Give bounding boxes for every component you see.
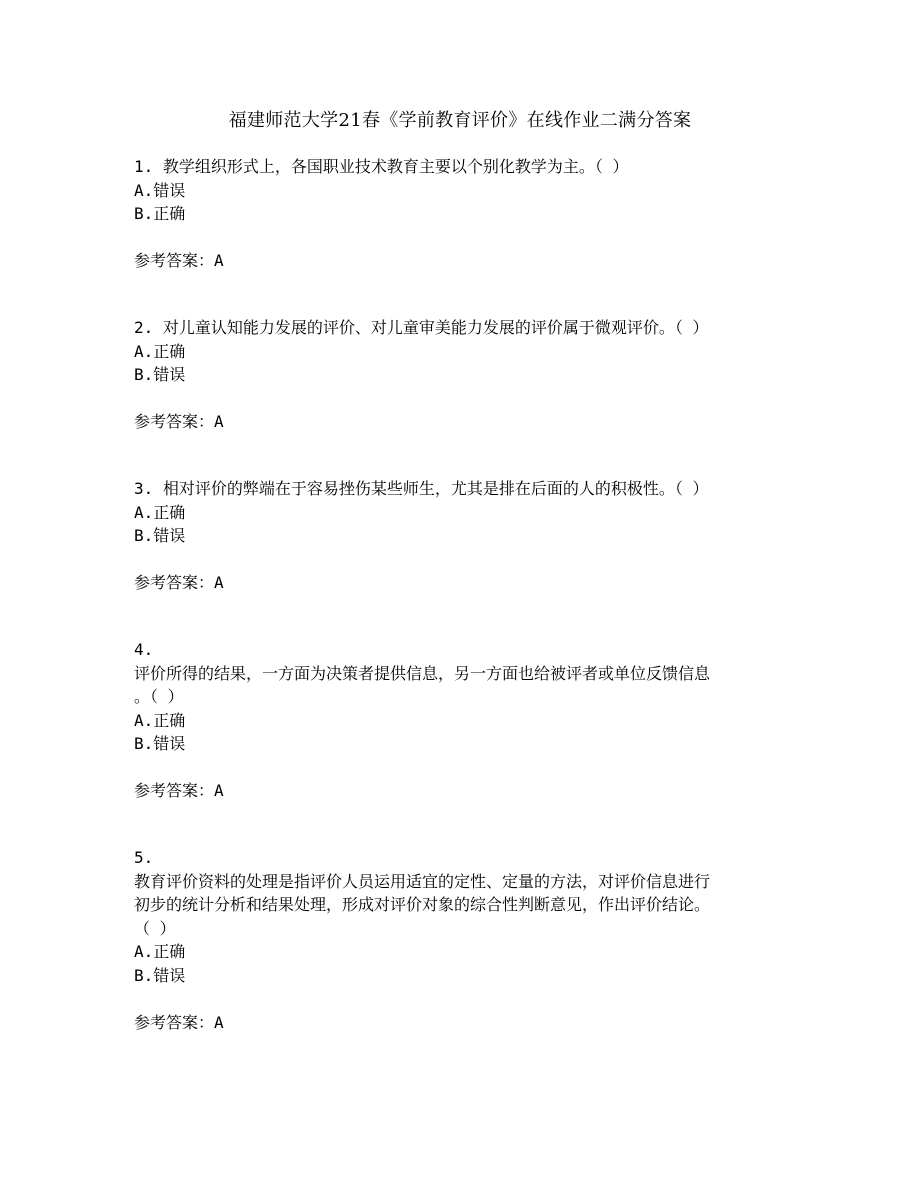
question-3: [134, 477, 794, 595]
option-a: A.正确: [134, 502, 186, 522]
reference-answer: 参考答案：A: [134, 251, 224, 270]
option-a: A.正确: [134, 341, 186, 361]
question-stem: 评价所得的结果，一方面为决策者提供信息，另一方面也给被评者或单位反馈信息: [134, 663, 711, 683]
reference-answer: 参考答案：A: [134, 781, 224, 800]
question-2: [134, 316, 794, 434]
question-number: 5.: [134, 848, 154, 867]
option-a: A.正确: [134, 942, 186, 961]
option-b: B.错误: [134, 365, 186, 384]
question-1: [134, 155, 794, 273]
page-title: 福建师范大学21春《学前教育评价》在线作业二满分答案: [228, 110, 692, 131]
question-stem: 2. 对儿童认知能力发展的评价、对儿童审美能力发展的评价属于微观评价。（ ）: [134, 318, 709, 337]
reference-answer: 参考答案：A: [134, 573, 224, 592]
question-stem: 教育评价资料的处理是指评价人员运用适宜的定性、定量的方法，对评价信息进行: [134, 871, 711, 891]
option-b: B.错误: [134, 965, 186, 985]
question-5: [134, 846, 794, 1034]
option-a: A.正确: [134, 710, 186, 730]
question-stem: 3. 相对评价的弊端在于容易挫伤某些师生，尤其是排在后面的人的积极性。（ ）: [134, 479, 709, 498]
question-stem-continued: （ ）: [134, 918, 176, 938]
question-stem-continued: 初步的统计分析和结果处理，形成对评价对象的综合性判断意见，作出评价结论。: [134, 895, 711, 914]
option-b: B.错误: [134, 734, 186, 753]
question-number: 4.: [134, 640, 154, 659]
option-a: A.错误: [134, 180, 186, 200]
question-stem: 1. 教学组织形式上，各国职业技术教育主要以个别化教学为主。（ ）: [134, 157, 629, 176]
question-stem-continued: 。（ ）: [134, 687, 184, 706]
option-b: B.正确: [134, 204, 186, 223]
reference-answer: 参考答案：A: [134, 1012, 224, 1032]
reference-answer: 参考答案：A: [134, 412, 224, 431]
option-b: B.错误: [134, 526, 186, 545]
question-4: [134, 638, 794, 803]
